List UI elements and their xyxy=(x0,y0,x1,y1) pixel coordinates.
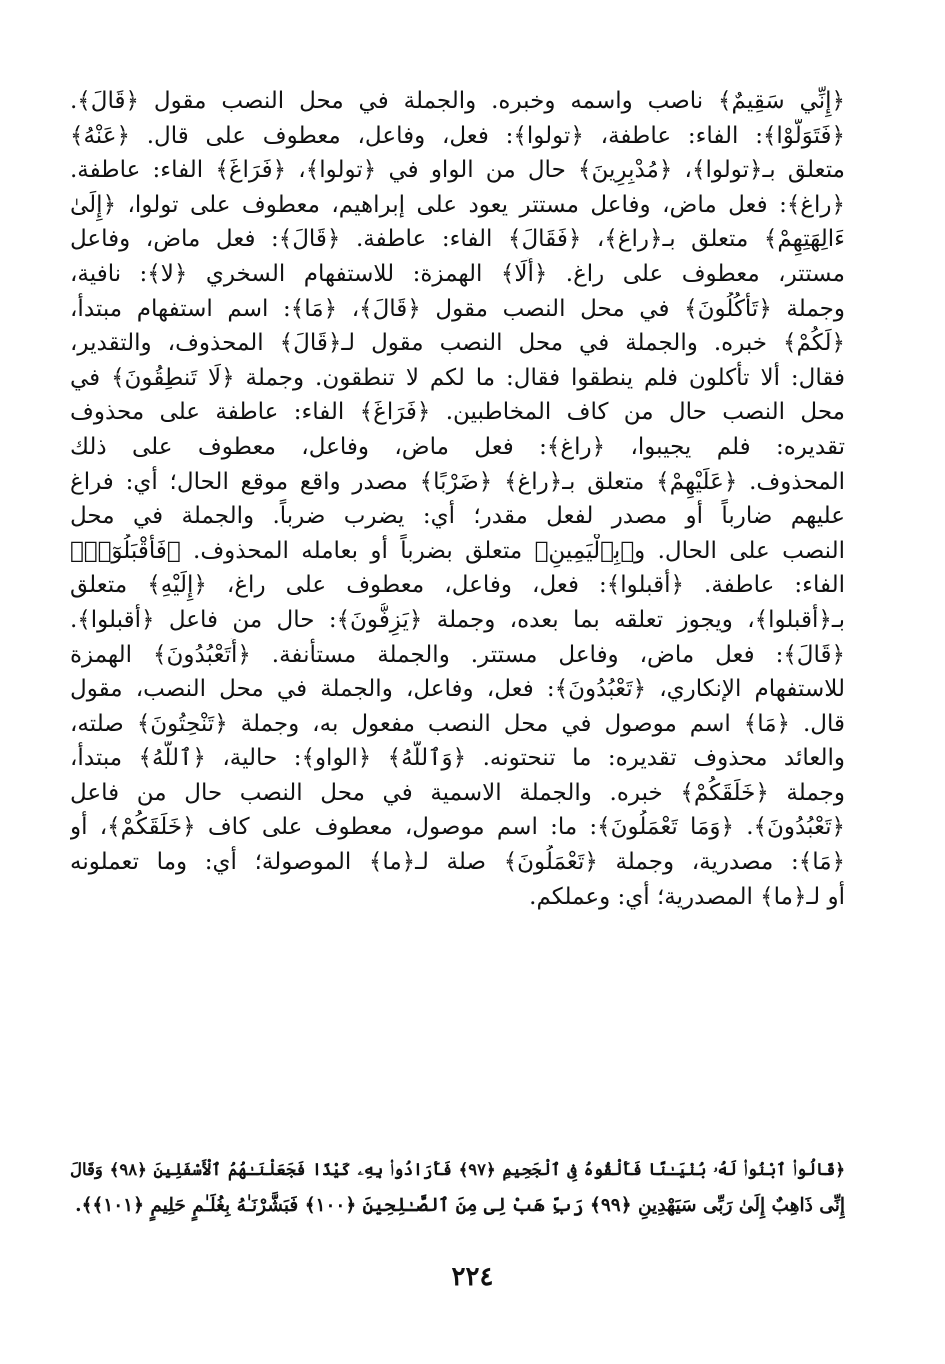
commentary-line: مستتر، معطوف على راغ. ﴿أَلَا﴾ الهمزة: للاستفهام السخري ﴿لا﴾: نافية، xyxy=(70,260,845,287)
commentary-line: وجملة ﴿خَلَقَكُمْ﴾ خبره. والجملة الاسمية في محل النصب حال من فاعل xyxy=(70,779,845,806)
commentary-line: الفاء: عاطفة. ﴿أقبلوا﴾: فعل، وفاعل، معطوف على راغ، ﴿إِلَيْهِ﴾ متعلق xyxy=(70,572,845,599)
commentary-line: متعلق بـ﴿تولوا﴾، ﴿مُدْبِرِينَ﴾ حال من الواو في ﴿تولوا﴾، ﴿فَرَاغَ﴾ الفاء: عاطفة. xyxy=(70,157,845,184)
commentary-line: بـ﴿أقبلوا﴾، ويجوز تعلقه بما بعده، وجملة ﴿يَزِفُّونَ﴾: حال من فاعل ﴿أقبلوا﴾. xyxy=(70,606,845,633)
commentary-line: ﴿فَتَوَلَّوْا﴾: الفاء: عاطفة، ﴿تولوا﴾: فعل، وفاعل، معطوف على قال. ﴿عَنْهُ﴾ xyxy=(70,122,845,149)
commentary-line: ﴿لَكُمْ﴾ خبره. والجملة في محل النصب مقول لـ﴿قَالَ﴾ المحذوف، والتقدير، xyxy=(70,330,845,357)
commentary-block xyxy=(70,84,845,914)
commentary-line: ﴿راغ﴾: فعل ماض، وفاعل مستتر يعود على إبراهيم، معطوف على تولوا، ﴿إِلَىٰ xyxy=(70,191,845,218)
commentary-line: ﴿مَا﴾: مصدرية، وجملة ﴿تَعْمَلُونَ﴾ صلة لـ﴿ما﴾ الموصولة؛ أي: وما تعملونه xyxy=(70,849,845,876)
commentary-line: للاستفهام الإنكاري، ﴿تَعْبُدُونَ﴾: فعل، وفاعل، والجملة في محل النصب، مقول xyxy=(70,676,845,703)
commentary-line: قال. ﴿مَا﴾ اسم موصول في محل النصب مفعول به، وجملة ﴿تَنْحِتُونَ﴾ صلته، xyxy=(70,710,845,737)
commentary-line: أو لـ﴿ما﴾ المصدرية؛ أي: وعملكم. xyxy=(529,883,845,910)
commentary-line: ﴿قَالَ﴾: فعل ماض، وفاعل مستتر. والجملة مستأنفة. ﴿أَتَعْبُدُونَ﴾ الهمزة xyxy=(70,641,845,668)
commentary-line: المحذوف. ﴿عَلَيْهِمْ﴾ متعلق بـ﴿راغ﴾ ﴿ضَرْبًا﴾ مصدر واقع موقع الحال؛ أي: فراغ xyxy=(70,468,845,495)
commentary-line: محل النصب حال من كاف المخاطبين. ﴿فَرَاغَ﴾ الفاء: عاطفة على محذوف xyxy=(70,399,845,426)
commentary-line: عليهم ضارباً أو مصدر لفعل مقدر؛ أي: يضرب ضرباً. والجملة في محل xyxy=(70,503,845,530)
commentary-line: والعائد محذوف تقديره: ما تنحتونه. ﴿وَٱللَّهُ﴾ ﴿الواو﴾: حالية، ﴿ٱللَّهُ﴾ مبتدأ، xyxy=(70,745,845,772)
commentary-line: وجملة ﴿تَأْكُلُونَ﴾ في محل النصب مقول ﴿قَالَ﴾، ﴿مَا﴾: اسم استفهام مبتدأ، xyxy=(70,295,845,322)
commentary-line: ﴿تَعْبُدُونَ﴾. ﴿وَمَا تَعْمَلُونَ﴾: ما: اسم موصول، معطوف على كاف ﴿خَلَقَكُمْ﴾، أو xyxy=(70,814,845,841)
quran-verses-block xyxy=(70,1152,845,1224)
quran-verse-line: إِنِّى ذَاهِبٌ إِلَىٰ رَبِّى سَيَهْدِينِ ﴿٩٩﴾ رَبِّ هَبْ لِى مِنَ ٱلصَّـٰلِحِينَ ﴿١٠٠﴾ فَبَشَّرْنَـٰهُ بِغُلَـٰمٍ حَلِيمٍ ﴿١٠١﴾﴾. xyxy=(75,1195,845,1216)
commentary-line: تقديره: فلم يجيبوا، ﴿راغ﴾: فعل ماض، وفاعل، معطوف على ذلك xyxy=(70,433,845,460)
commentary-paragraph xyxy=(70,84,845,914)
commentary-line: فقال: ألا تأكلون فلم ينطقوا فقال: ما لكم لا تنطقون. وجملة ﴿لَا تَنطِقُونَ﴾ في xyxy=(70,364,845,391)
commentary-line: ءَالِهَتِهِمْ﴾ متعلق بـ﴿راغ﴾، ﴿فَقَالَ﴾ الفاء: عاطفة. ﴿قَالَ﴾: فعل ماض، وفاعل xyxy=(70,226,845,253)
page-number: ٢٢٤ xyxy=(451,1262,494,1292)
commentary-line: النصب على الحال. و﴿بِٱلْيَمِينِ﴾ متعلق بضرباً أو بعامله المحذوف. ﴿فَأَقْبَلُوٓا۟﴾ xyxy=(70,537,845,564)
commentary-line: ﴿إِنِّي سَقِيمٌ﴾ ناصب واسمه وخبره. والجملة في محل النصب مقول ﴿قَالَ﴾. xyxy=(70,88,845,114)
quran-verse-line: ﴿قَالُوا۟ ٱبْنُوا۟ لَهُۥ بُنْيَـٰنًا فَأَلْقُوهُ فِى ٱلْجَحِيمِ ﴿٩٧﴾ فَأَرَادُوا۟ بِهِۦ كَيْدًا فَجَعَلْنَـٰهُمُ ٱلْأَسْفَلِينَ ﴿٩٨﴾ وَقَالَ xyxy=(70,1160,845,1179)
